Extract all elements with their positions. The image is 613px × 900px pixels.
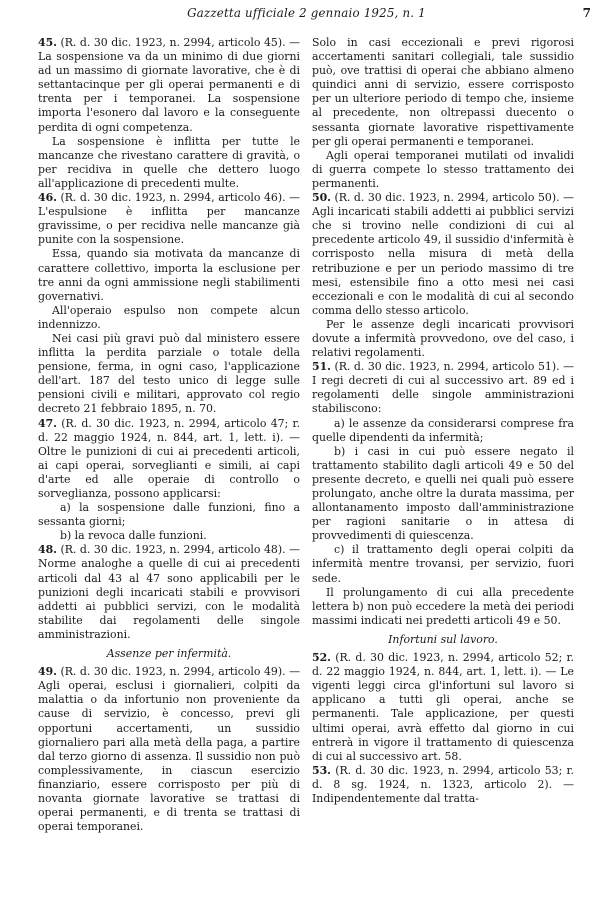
list-item: a) le assenze da considerarsi comprese fra quelle dipendenti da infermità; — [312, 416, 574, 444]
article-text: (R. d. 30 dic. 1923, n. 2994, articolo 49). — Agli operai, esclusi i giornalieri, colpiti da malattia o da infortunio non proveniente da cause di servizio, è concesso, previ gli opportuni accertamenti, un sussidio giornaliero pari alla metà della paga, a partire dal terzo giorno di assenza. Il sussidio non può complessivamente, in ciascun esercizio finanziario, essere corrisposto per più di novanta giornate lavorative se trattasi di operai permanenti, e di trenta se trattasi di operai temporanei. — [38, 665, 300, 834]
paragraph: Agli operai temporanei mutilati od invalidi di guerra compete lo stesso trattamento dei permanenti. — [312, 148, 574, 190]
list-item: b) la revoca dalle funzioni. — [60, 529, 207, 543]
article-number: 48. — [38, 543, 57, 557]
section-title: Infortuni sul lavoro. — [388, 632, 498, 646]
article-text: (R. d. 30 dic. 1923, n. 2994, articolo 47; r. d. 22 maggio 1924, n. 844, art. 1, lett. i). — Oltre le punizioni di cui ai precedenti articoli, ai capi operai, sorveglianti e simili, ai capi d'arte ed alle operaie di controllo o sorveglianza, possono applicarsi: — [38, 416, 300, 500]
list-item: b) i casi in cui può essere negato il trattamento stabilito dagli articoli 49 e 50 del presente decreto, e quelli nei quali può essere prolungato, anche oltre la durata massima, per allontanamento imposto dall'amministrazione per ragioni sanitarie o in attesa di provvedimenti di quiescenza. — [312, 444, 574, 543]
article-text: (R. d. 30 dic. 1923, n. 2994, articolo 53; r. d. 8 sg. 1924, n. 1323, articolo 2). — Indipendentemente dal tratta- — [312, 763, 574, 805]
article-number: 50. — [312, 191, 331, 205]
article-text: (R. d. 30 dic. 1923, n. 2994, articolo 51). — I regi decreti di cui al successivo art. 89 ed i regolamenti delle singole amministrazioni stabiliscono: — [312, 360, 574, 416]
list-item: c) il trattamento degli operai colpiti da infermità mentre trovansi, per servizio, fuori sede. — [312, 543, 574, 585]
paragraph: La sospensione è inflitta per tutte le mancanze che rivestano carattere di gravità, o per recidiva in quelle che dettero luogo all'applicazione di precedenti multe. — [38, 134, 300, 190]
article-48 — [38, 543, 300, 642]
article-49 — [38, 665, 300, 834]
paragraph: Il prolungamento di cui alla precedente lettera b) non può eccedere la metà dei periodi massimi indicati nei predetti articoli 49 e 50. — [312, 585, 574, 627]
article-number: 51. — [312, 360, 331, 374]
article-45 — [38, 36, 300, 135]
article-number: 52. — [312, 651, 331, 665]
article-50 — [312, 191, 574, 318]
article-53 — [312, 764, 574, 806]
article-number: 46. — [38, 191, 57, 205]
page-header — [0, 6, 613, 24]
paragraph: Essa, quando sia motivata da mancanze di carattere collettivo, importa la esclusione per tre anni da ogni ammissione negli stabilimenti governativi. — [38, 247, 300, 303]
article-text: (R. d. 30 dic. 1923, n. 2994, articolo 46). — L'espulsione è inflitta per mancanze gravissime, o per recidiva nelle mancanze già punite con la sospensione. — [38, 191, 300, 247]
article-51 — [312, 360, 574, 416]
left-column — [38, 36, 300, 834]
article-number: 45. — [38, 36, 57, 49]
article-text: (R. d. 30 dic. 1923, n. 2994, articolo 50). — Agli incaricati stabili addetti ai pubblici servizi che si trovino nelle condizioni di cui al precedente articolo 49, il sussidio d'infermità è corrisposto nella misura di metà della retribuzione e per un periodo massimo di tre mesi, estensibile fino a otto mesi nei casi eccezionali e con le modalità di cui al secondo comma dello stesso articolo. — [312, 191, 574, 317]
article-number: 47. — [38, 416, 57, 430]
article-number: 49. — [38, 665, 57, 679]
paragraph: Nei casi più gravi può dal ministero essere inflitta la perdita parziale o totale della pensione, ferma, in ogni caso, l'applicazione dell'art. 187 del testo unico di legge sulle pensioni civili e militari, approvato col regio decreto 21 febbraio 1895, n. 70. — [38, 331, 300, 416]
right-column — [312, 36, 574, 806]
gazette-title: Gazzetta ufficiale 2 gennaio 1925, n. 1 — [187, 6, 426, 20]
page-number: 7 — [582, 6, 591, 20]
article-47 — [38, 417, 300, 502]
paragraph: Solo in casi eccezionali e previ rigorosi accertamenti sanitari collegiali, tale sussidio può, ove trattisi di operai che abbiano almeno quindici anni di servizio, essere corrisposto per un ulteriore periodo di tempo che, insieme al precedente, non oltrepassi duecento o sessanta giornate lavorative rispettivamente per gli operai permanenti e temporanei. — [312, 36, 574, 148]
article-46 — [38, 191, 300, 247]
article-text: (R. d. 30 dic. 1923, n. 2994, articolo 52; r. d. 22 maggio 1924, n. 844, art. 1, lett. i). — Le vigenti leggi circa gl'infortuni sul lavoro si applicano a tutti gli operai, anche se permanenti. Tale applicazione, per questi ultimi operai, avrà effetto dal giorno in cui entrerà in vigore il trattamento di quiescenza di cui al successivo art. 58. — [312, 651, 574, 763]
article-text: (R. d. 30 dic. 1923, n. 2994, articolo 48). — Norme analoghe a quelle di cui ai precedenti articoli dal 43 al 47 sono applicabili per le punizioni degli incaricati stabili e provvisori addetti ai pubblici servizi, con le modalità stabilite dai regolamenti delle singole amministrazioni. — [38, 543, 300, 641]
paragraph: All'operaio espulso non compete alcun indennizzo. — [38, 303, 300, 331]
paragraph: Per le assenze degli incaricati provvisori dovute a infermità provvedono, ove del caso, i relativi regolamenti. — [312, 317, 574, 360]
article-52 — [312, 651, 574, 764]
list-item: a) la sospensione dalle funzioni, fino a sessanta giorni; — [38, 501, 300, 529]
article-text: (R. d. 30 dic. 1923, n. 2994, articolo 45). — La sospensione va da un minimo di due giorni ad un massimo di giornate lavorative, che è di settantacinque per gli operai permanenti e di trenta per i temporanei. La sospensione importa l'esonero dal lavoro e la conseguente perdita di ogni competenza. — [38, 36, 300, 134]
section-title: Assenze per infermità. — [106, 647, 232, 661]
article-number: 53. — [312, 763, 331, 777]
